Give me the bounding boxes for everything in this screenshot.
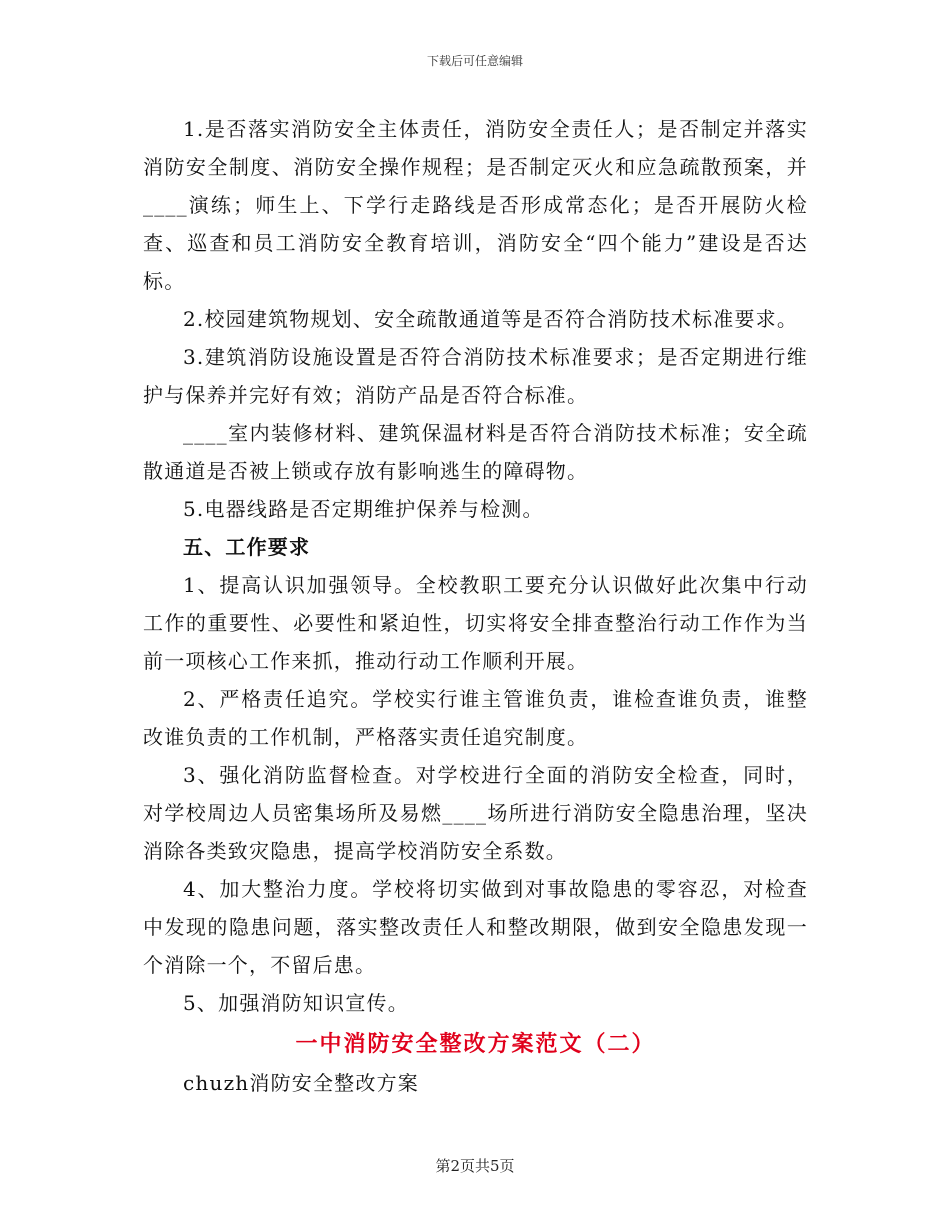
requirement-1: 1、提高认识加强领导。全校教职工要充分认识做好此次集中行动工作的重要性、必要性和紧迫性，切实将安全排查整治行动工作作为当前一项核心工作来抓，推动行动工作顺利开展。 <box>143 573 808 673</box>
requirement-4: 4、加大整治力度。学校将切实做到对事故隐患的零容忍，对检查中发现的隐患问题，落实整改责任人和整改期限，做到安全隐患发现一个消除一个，不留后患。 <box>143 877 808 977</box>
paragraph-check-1: 1.是否落实消防安全主体责任，消防安全责任人；是否制定并落实消防安全制度、消防安全操作规程；是否制定灭火和应急疏散预案，并____演练；师生上、下学行走路线是否形成常态化；是否开展防火检查、巡查和员工消防安全教育培训，消防安全“四个能力”建设是否达标。 <box>143 117 808 293</box>
section-heading: 五、工作要求 <box>183 535 311 559</box>
document-subtitle: chuzh消防安全整改方案 <box>183 1071 419 1095</box>
document-body <box>143 110 808 1102</box>
requirement-5: 5、加强消防知识宣传。 <box>183 991 409 1015</box>
document-title: 一中消防安全整改方案范文（二） <box>295 1031 656 1057</box>
paragraph-check-3: 3.建筑消防设施设置是否符合消防技术标准要求；是否定期进行维护与保养并完好有效；消防产品是否符合标准。 <box>143 345 808 407</box>
paragraph-check-5: 5.电器线路是否定期维护保养与检测。 <box>183 497 544 521</box>
page-footer: 第2页共5页 <box>435 1157 515 1175</box>
requirement-3: 3、强化消防监督检查。对学校进行全面的消防安全检查，同时，对学校周边人员密集场所及易燃____场所进行消防安全隐患治理，坚决消除各类致灾隐患，提高学校消防安全系数。 <box>143 763 808 863</box>
page-header: 下载后可任意编辑 <box>426 54 523 68</box>
paragraph-check-2: 2.校园建筑物规划、安全疏散通道等是否符合消防技术标准要求。 <box>183 307 799 331</box>
paragraph-check-4: ____室内装修材料、建筑保温材料是否符合消防技术标准；安全疏散通道是否被上锁或存放有影响逃生的障碍物。 <box>143 421 808 483</box>
requirement-2: 2、严格责任追究。学校实行谁主管谁负责，谁检查谁负责，谁整改谁负责的工作机制，严格落实责任追究制度。 <box>143 687 808 749</box>
